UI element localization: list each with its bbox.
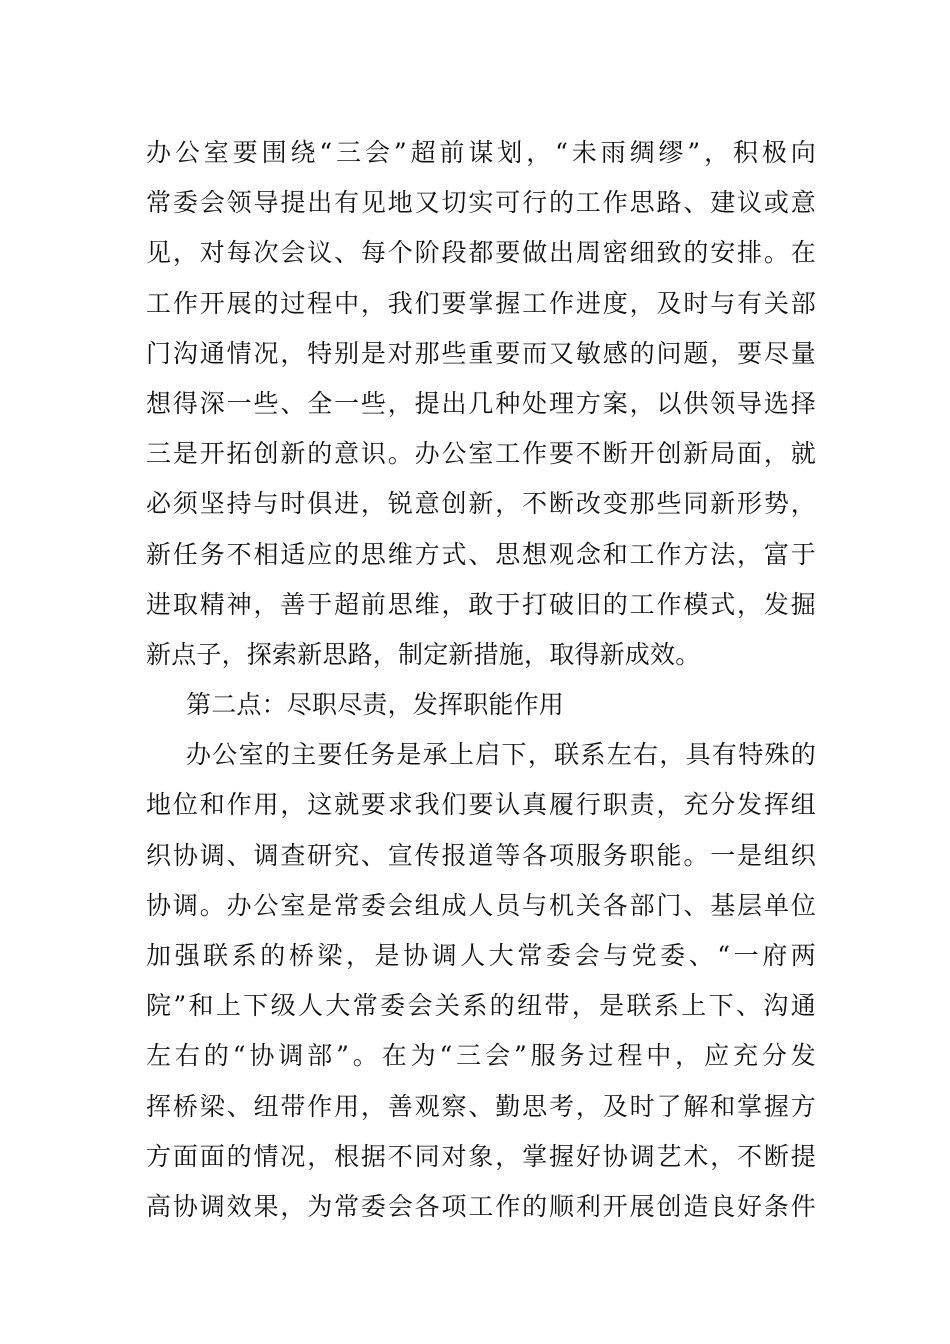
text-line: 挥桥梁、纽带作用，善观察、勤思考，及时了解和掌握方 (146, 1091, 816, 1121)
text-line: 办公室要围绕“三会”超前谋划，“未雨绸缪”，积极向 (146, 138, 816, 167)
text-line: 想得深一些、全一些，提出几种处理方案，以供领导选择 (146, 388, 816, 418)
text-line: 进取精神，善于超前思维，敢于打破旧的工作模式，发掘 (146, 589, 816, 619)
text-line: 左右的“协调部”。在为“三会”服务过程中，应充分发 (146, 1041, 816, 1071)
text-line: 门沟通情况，特别是对那些重要而又敏感的问题，要尽量 (146, 338, 816, 368)
text-line: 常委会领导提出有见地又切实可行的工作思路、建议或意 (146, 188, 816, 218)
text-line: 办公室的主要任务是承上启下，联系左右，具有特殊的 (186, 740, 816, 770)
document-body (146, 128, 816, 1232)
text-line: 院”和上下级人大常委会关系的纽带，是联系上下、沟通 (146, 991, 816, 1021)
text-line: 织协调、调查研究、宣传报道等各项服务职能。一是组织 (146, 840, 816, 870)
text-line: 加强联系的桥梁，是协调人大常委会与党委、“一府两 (146, 941, 816, 970)
text-line: 方面面的情况，根据不同对象，掌握好协调艺术，不断提 (146, 1141, 816, 1171)
text-line: 三是开拓创新的意识。办公室工作要不断开创新局面，就 (146, 439, 816, 469)
text-line: 见，对每次会议、每个阶段都要做出周密细致的安排。在 (146, 238, 816, 268)
text-line: 协调。办公室是常委会组成人员与机关各部门、基层单位 (146, 890, 816, 920)
text-line: 必须坚持与时俱进，锐意创新，不断改变那些同新形势， (146, 489, 816, 519)
text-line: 新点子，探索新思路，制定新措施，取得新成效。 (146, 639, 701, 669)
text-line: 地位和作用，这就要求我们要认真履行职责，充分发挥组 (146, 790, 816, 820)
text-line: 高协调效果，为常委会各项工作的顺利开展创造良好条件 (146, 1191, 816, 1221)
text-line: 工作开展的过程中，我们要掌握工作进度，及时与有关部 (146, 288, 816, 318)
section-heading: 第二点：尽职尽责，发挥职能作用 (186, 690, 565, 720)
text-line: 新任务不相适应的思维方式、思想观念和工作方法，富于 (146, 539, 816, 569)
